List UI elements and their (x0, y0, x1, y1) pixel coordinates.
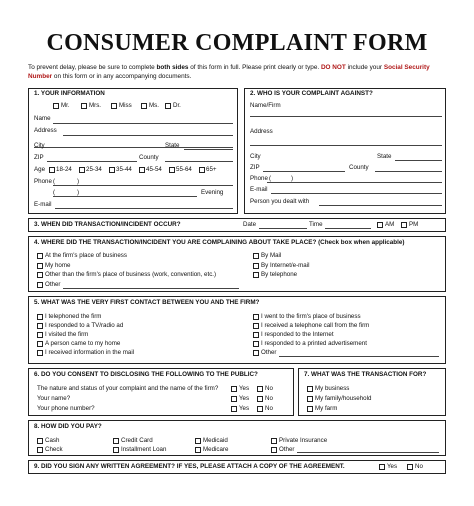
age-18-24-label: 18-24 (56, 166, 72, 173)
mail-info-label: I received information in the mail (45, 349, 135, 356)
pm-checkbox[interactable] (401, 222, 407, 228)
section-first-contact (28, 296, 446, 364)
section-consent (28, 368, 294, 416)
came-to-home-label: A person came to my home (45, 340, 121, 347)
consent-q2-yes-checkbox[interactable] (231, 396, 237, 402)
city-label: City (34, 142, 45, 149)
evening-label: Evening (201, 189, 224, 196)
form-title: CONSUMER COMPLAINT FORM (46, 30, 428, 56)
agreement-no-checkbox[interactable] (407, 464, 413, 470)
installment-loan-checkbox[interactable] (113, 447, 119, 453)
firm-address-label: Address (250, 128, 273, 135)
section-4-header: 4. WHERE DID THE TRANSACTION/INCIDENT YOU ARE COMPLAINING ABOUT TAKE PLACE? (Check box when applicable) (34, 239, 405, 246)
firm-zip-label: ZIP (250, 164, 260, 171)
phone-paren-1: ( (53, 178, 56, 185)
section-7-header: 7. WHAT WAS THE TRANSACTION FOR? (304, 371, 427, 378)
time-field[interactable] (325, 228, 371, 229)
section-where-occurred (28, 236, 446, 292)
consent-q3-no-checkbox[interactable] (257, 406, 263, 412)
by-internet-checkbox[interactable] (253, 263, 259, 269)
pm-label: PM (409, 221, 419, 228)
time-label: Time (309, 221, 323, 228)
consent-q3-no-label: No (265, 405, 273, 412)
age-45-54-checkbox[interactable] (139, 167, 145, 173)
came-to-home-checkbox[interactable] (37, 341, 43, 347)
where-other-checkbox[interactable] (37, 282, 43, 288)
my-business-label: My business (315, 385, 350, 392)
title-ms-checkbox[interactable] (141, 103, 147, 109)
age-25-34-label: 25-34 (86, 166, 102, 173)
firm-phone-paren-1: ( (269, 175, 272, 182)
consent-q2-no-label: No (265, 395, 273, 402)
tv-radio-ad-label: I responded to a TV/radio ad (45, 322, 124, 329)
where-other-label: Other (45, 281, 61, 288)
am-checkbox[interactable] (377, 222, 383, 228)
section-when-occurred (28, 218, 446, 232)
firm-county-field[interactable] (375, 171, 442, 172)
age-55-64-label: 55-64 (176, 166, 192, 173)
cash-label: Cash (45, 437, 60, 444)
medicare-checkbox[interactable] (195, 447, 201, 453)
telephoned-firm-checkbox[interactable] (37, 314, 43, 320)
consent-q1-no-label: No (265, 385, 273, 392)
evening-paren-1: ( (53, 189, 56, 196)
person-dealt-field[interactable] (319, 205, 442, 206)
address-label: Address (34, 127, 57, 134)
age-45-54-label: 45-54 (146, 166, 162, 173)
title-dr-checkbox[interactable] (165, 103, 171, 109)
went-to-firm-label: I went to the firm's place of business (261, 313, 361, 320)
age-65plus-checkbox[interactable] (199, 167, 205, 173)
by-internet-label: By Internet/e-mail (261, 262, 310, 269)
zip-label: ZIP (34, 154, 44, 161)
firm-email-field[interactable] (271, 193, 442, 194)
other-place-checkbox[interactable] (37, 272, 43, 278)
section-3-header: 3. WHEN DID TRANSACTION/INCIDENT OCCUR? (34, 221, 181, 228)
check-label: Check (45, 446, 63, 453)
my-farm-checkbox[interactable] (307, 406, 313, 412)
telephoned-firm-label: I telephoned the firm (45, 313, 102, 320)
zip-field[interactable] (47, 161, 137, 162)
agreement-no-label: No (415, 463, 423, 470)
age-label: Age (34, 166, 46, 173)
section-1-header: 1. YOUR INFORMATION (34, 90, 105, 97)
title-mr-label: Mr. (61, 102, 70, 109)
age-35-44-label: 35-44 (116, 166, 132, 173)
printed-ad-checkbox[interactable] (253, 341, 259, 347)
intro-text: To prevent delay, please be sure to complete both sides of this form in full. Please print clearly or type. DO NOT include your Social Security Number on this form or in any accompanying documents. (28, 64, 430, 80)
name-field[interactable] (53, 123, 233, 124)
printed-ad-label: I responded to a printed advertisement (261, 340, 367, 347)
my-home-checkbox[interactable] (37, 263, 43, 269)
contact-other-field[interactable] (279, 356, 439, 357)
my-business-checkbox[interactable] (307, 386, 313, 392)
consent-q1-yes-checkbox[interactable] (231, 386, 237, 392)
title-miss-checkbox[interactable] (111, 103, 117, 109)
section-8-header: 8. HOW DID YOU PAY? (34, 423, 102, 430)
credit-card-checkbox[interactable] (113, 438, 119, 444)
responded-internet-checkbox[interactable] (253, 332, 259, 338)
evening-paren-2: ) (77, 189, 80, 196)
state-field[interactable] (184, 149, 233, 150)
firm-address-field[interactable] (250, 145, 442, 146)
phone-field[interactable] (53, 185, 233, 186)
section-how-paid (28, 420, 446, 456)
firm-county-label: County (349, 164, 369, 171)
firm-state-label: State (377, 153, 392, 160)
medicaid-checkbox[interactable] (195, 438, 201, 444)
firm-email-label: E-mail (250, 186, 268, 193)
by-telephone-checkbox[interactable] (253, 272, 259, 278)
section-9-header: 9. DID YOU SIGN ANY WRITTEN AGREEMENT? IF YES, PLEASE ATTACH A COPY OF THE AGREEMENT. (34, 463, 345, 470)
consent-q3-yes-label: Yes (239, 405, 250, 412)
firm-name-label: Name/Firm (250, 102, 281, 109)
title-dr-label: Dr. (173, 102, 181, 109)
private-insurance-label: Private Insurance (279, 437, 328, 444)
pay-other-label: Other (279, 446, 295, 453)
tv-radio-ad-checkbox[interactable] (37, 323, 43, 329)
my-farm-label: My farm (315, 405, 338, 412)
consent-q2-no-checkbox[interactable] (257, 396, 263, 402)
my-home-label: My home (45, 262, 71, 269)
firm-phone-label: Phone (250, 175, 268, 182)
evening-phone-field[interactable] (53, 196, 197, 197)
title-mrs-checkbox[interactable] (81, 103, 87, 109)
where-other-field[interactable] (63, 288, 239, 289)
email-field[interactable] (55, 208, 233, 209)
medicaid-label: Medicaid (203, 437, 228, 444)
section-transaction-for (298, 368, 446, 416)
title-mrs-label: Mrs. (89, 102, 102, 109)
consent-q2-yes-label: Yes (239, 395, 250, 402)
family-household-checkbox[interactable] (307, 396, 313, 402)
consent-q1-label: The nature and status of your complaint and the name of the firm? (37, 385, 219, 392)
age-25-34-checkbox[interactable] (79, 167, 85, 173)
phone-paren-2: ) (77, 178, 80, 185)
section-2-header: 2. WHO IS YOUR COMPLAINT AGAINST? (250, 90, 373, 97)
mail-info-checkbox[interactable] (37, 350, 43, 356)
age-18-24-checkbox[interactable] (49, 167, 55, 173)
contact-other-checkbox[interactable] (253, 350, 259, 356)
address-field-2[interactable] (34, 147, 233, 148)
medicare-label: Medicare (203, 446, 229, 453)
by-mail-label: By Mail (261, 252, 282, 259)
responded-internet-label: I responded to the Internet (261, 331, 334, 338)
consent-q3-label: Your phone number? (37, 405, 95, 412)
person-dealt-label: Person you dealt with (250, 198, 310, 205)
section-complaint-against (244, 88, 446, 214)
by-telephone-label: By telephone (261, 271, 298, 278)
contact-other-label: Other (261, 349, 277, 356)
firm-place-label: At the firm's place of business (45, 252, 127, 259)
received-call-checkbox[interactable] (253, 323, 259, 329)
date-label: Date (243, 221, 257, 228)
by-mail-checkbox[interactable] (253, 253, 259, 259)
state-label: State (165, 142, 180, 149)
consent-q1-yes-label: Yes (239, 385, 250, 392)
firm-name-field[interactable] (250, 116, 442, 117)
firm-city-label: City (250, 153, 261, 160)
went-to-firm-checkbox[interactable] (253, 314, 259, 320)
county-field[interactable] (165, 161, 233, 162)
am-label: AM (385, 221, 395, 228)
firm-state-field[interactable] (395, 160, 442, 161)
county-label: County (139, 154, 159, 161)
address-field[interactable] (63, 135, 233, 136)
check-checkbox[interactable] (37, 447, 43, 453)
visited-firm-checkbox[interactable] (37, 332, 43, 338)
received-call-label: I received a telephone call from the firm (261, 322, 370, 329)
section-written-agreement (28, 460, 446, 474)
section-5-header: 5. WHAT WAS THE VERY FIRST CONTACT BETWEEN YOU AND THE FIRM? (34, 299, 260, 306)
firm-zip-field[interactable] (263, 171, 345, 172)
pay-other-checkbox[interactable] (271, 447, 277, 453)
firm-place-checkbox[interactable] (37, 253, 43, 259)
installment-loan-label: Installment Loan (121, 446, 167, 453)
agreement-yes-label: Yes (387, 463, 398, 470)
consent-q2-label: Your name? (37, 395, 71, 402)
email-label: E-mail (34, 201, 52, 208)
credit-card-label: Credit Card (121, 437, 153, 444)
title-ms-label: Ms. (149, 102, 159, 109)
consent-q3-yes-checkbox[interactable] (231, 406, 237, 412)
age-35-44-checkbox[interactable] (109, 167, 115, 173)
age-65plus-label: 65+ (206, 166, 217, 173)
age-55-64-checkbox[interactable] (169, 167, 175, 173)
date-field[interactable] (259, 228, 307, 229)
section-your-information (28, 88, 238, 214)
firm-phone-field[interactable] (267, 182, 442, 183)
cash-checkbox[interactable] (37, 438, 43, 444)
firm-phone-paren-2: ) (291, 175, 294, 182)
title-mr-checkbox[interactable] (53, 103, 59, 109)
family-household-label: My family/household (315, 395, 372, 402)
name-label: Name (34, 115, 51, 122)
section-6-header: 6. DO YOU CONSENT TO DISCLOSING THE FOLLOWING TO THE PUBLIC? (34, 371, 258, 378)
private-insurance-checkbox[interactable] (271, 438, 277, 444)
other-place-label: Other than the firm's place of business (work, convention, etc.) (45, 271, 217, 278)
agreement-yes-checkbox[interactable] (379, 464, 385, 470)
title-miss-label: Miss (119, 102, 132, 109)
phone-label: Phone (34, 178, 52, 185)
pay-other-field[interactable] (297, 452, 439, 453)
visited-firm-label: I visited the firm (45, 331, 89, 338)
consent-q1-no-checkbox[interactable] (257, 386, 263, 392)
